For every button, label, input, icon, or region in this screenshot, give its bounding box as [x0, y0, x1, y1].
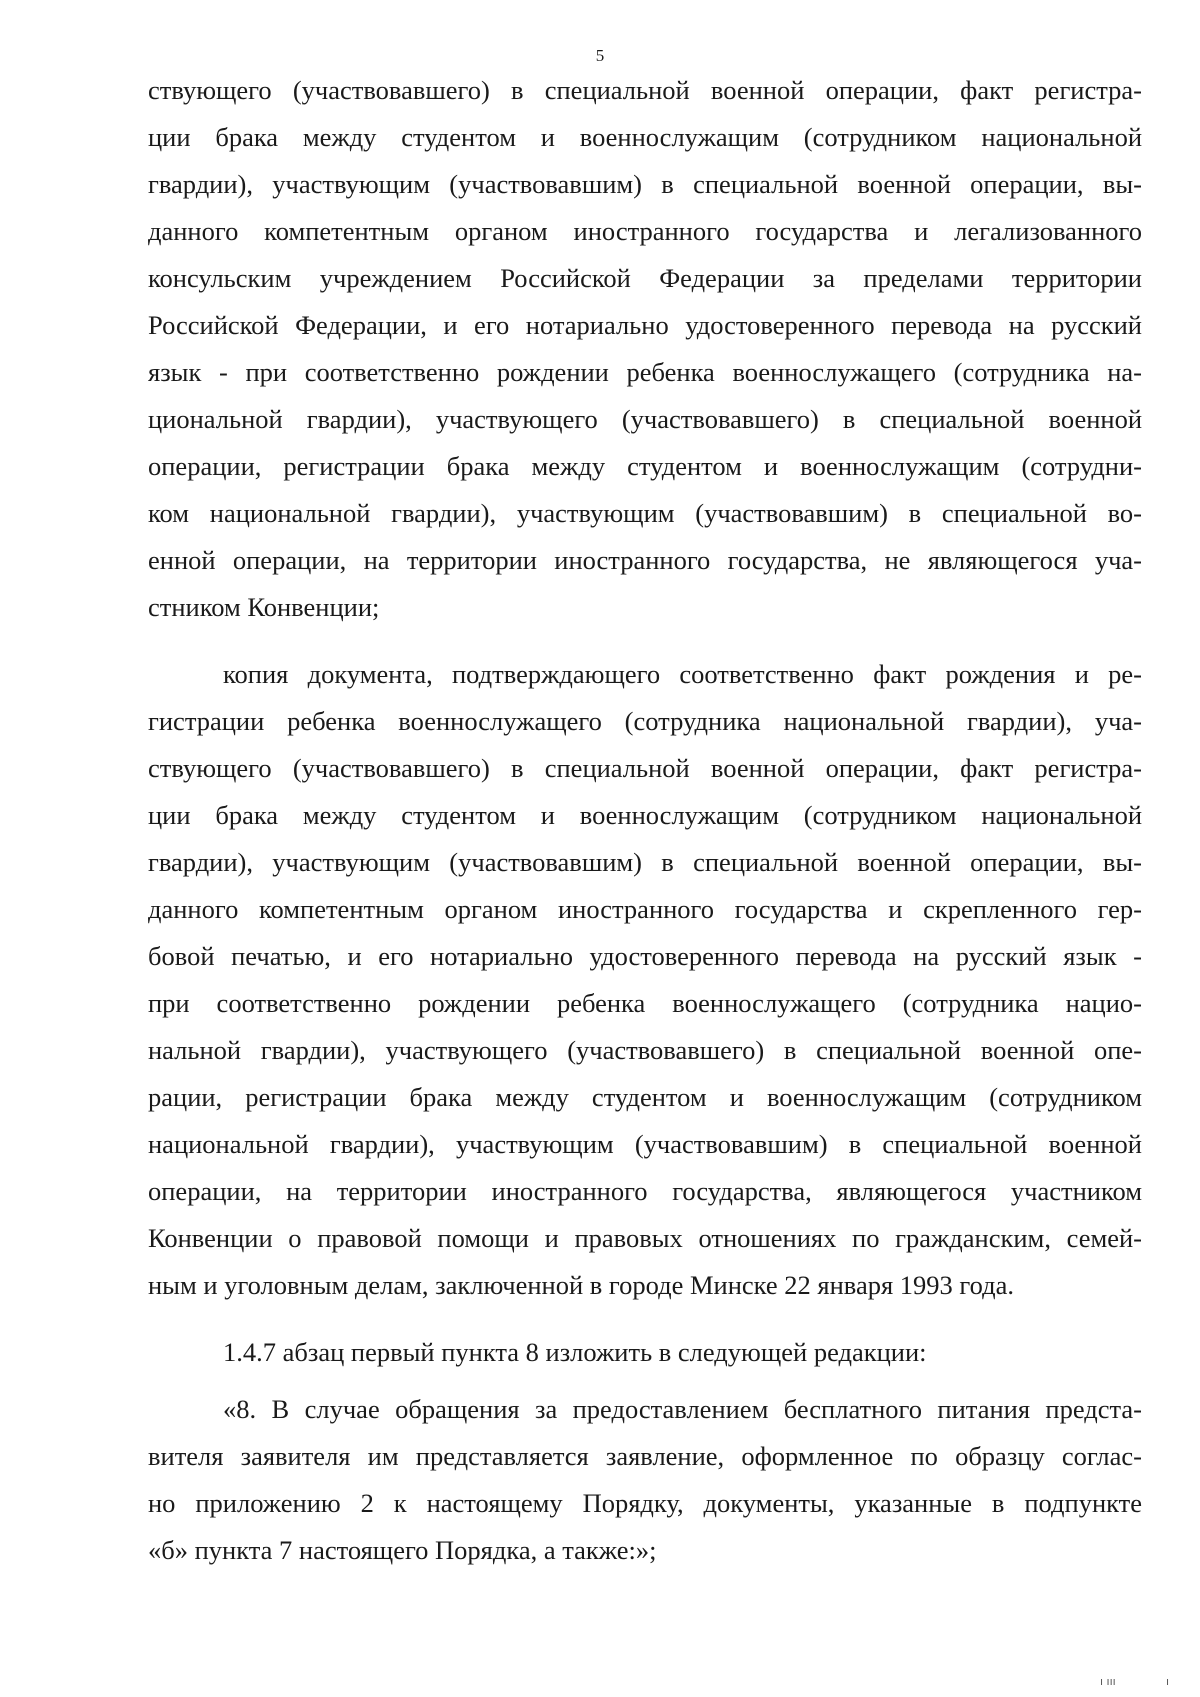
text-line: консульским учреждением Российской Федерации за пределами территории: [148, 263, 1142, 293]
text-line: ции брака между студентом и военнослужащим (сотрудником национальной: [148, 122, 1142, 152]
text-line: копия документа, подтверждающего соответственно факт рождения и ре-: [223, 659, 1142, 689]
text-line: стником Конвенции;: [148, 592, 380, 622]
text-line: язык - при соответственно рождении ребенка военнослужащего (сотрудника на-: [148, 357, 1142, 387]
text-line: рации, регистрации брака между студентом и военнослужащим (сотрудником: [148, 1082, 1142, 1112]
text-line: ным и уголовным делам, заключенной в городе Минске 22 января 1993 года.: [148, 1270, 1014, 1300]
text-line: гистрации ребенка военнослужащего (сотрудника национальной гвардии), уча-: [148, 706, 1142, 736]
text-line: операции, регистрации брака между студентом и военнослужащим (сотрудни-: [148, 451, 1142, 481]
text-line: данного компетентным органом иностранного государства и скрепленного гер-: [148, 894, 1142, 924]
text-line: при соответственно рождении ребенка военнослужащего (сотрудника нацио-: [148, 988, 1142, 1018]
text-line: бовой печатью, и его нотариально удостоверенного перевода на русский язык -: [148, 941, 1142, 971]
text-line: нальной гвардии), участвующего (участвовавшего) в специальной военной опе-: [148, 1035, 1142, 1065]
text-line: гвардии), участвующим (участвовавшим) в специальной военной операции, вы-: [148, 169, 1142, 199]
text-line: Российской Федерации, и его нотариально удостоверенного перевода на русский: [148, 310, 1142, 340]
text-line: «б» пункта 7 настоящего Порядка, а также:»;: [148, 1535, 657, 1565]
text-line: ком национальной гвардии), участвующим (участвовавшим) в специальной во-: [148, 498, 1142, 528]
text-line: операции, на территории иностранного государства, являющегося участником: [148, 1176, 1142, 1206]
text-line: «8. В случае обращения за предоставлением бесплатного питания предста-: [223, 1394, 1142, 1424]
text-line: ствующего (участвовавшего) в специальной военной операции, факт регистра-: [148, 75, 1142, 105]
text-line: национальной гвардии), участвующим (участвовавшим) в специальной военной: [148, 1129, 1142, 1159]
text-line: ствующего (участвовавшего) в специальной военной операции, факт регистра-: [148, 753, 1142, 783]
text-line: Конвенции о правовой помощи и правовых отношениях по гражданским, семей-: [148, 1223, 1142, 1253]
text-line: но приложению 2 к настоящему Порядку, документы, указанные в подпункте: [148, 1488, 1142, 1518]
text-line: данного компетентным органом иностранного государства и легализованного: [148, 216, 1142, 246]
text-line: циональной гвардии), участвующего (участвовавшего) в специальной военной: [148, 404, 1142, 434]
text-line: 1.4.7 абзац первый пункта 8 изложить в следующей редакции:: [223, 1337, 927, 1367]
text-line: ции брака между студентом и военнослужащим (сотрудником национальной: [148, 800, 1142, 830]
page-number: 5: [595, 46, 605, 65]
text-line: енной операции, на территории иностранного государства, не являющегося уча-: [148, 545, 1142, 575]
scan-artifact-mark: ı: [1166, 1675, 1170, 1688]
text-line: вителя заявителя им представляется заявление, оформленное по образцу соглас-: [148, 1441, 1142, 1471]
scan-artifact-mark: ı ııı: [1100, 1675, 1116, 1688]
text-line: гвардии), участвующим (участвовавшим) в специальной военной операции, вы-: [148, 847, 1142, 877]
